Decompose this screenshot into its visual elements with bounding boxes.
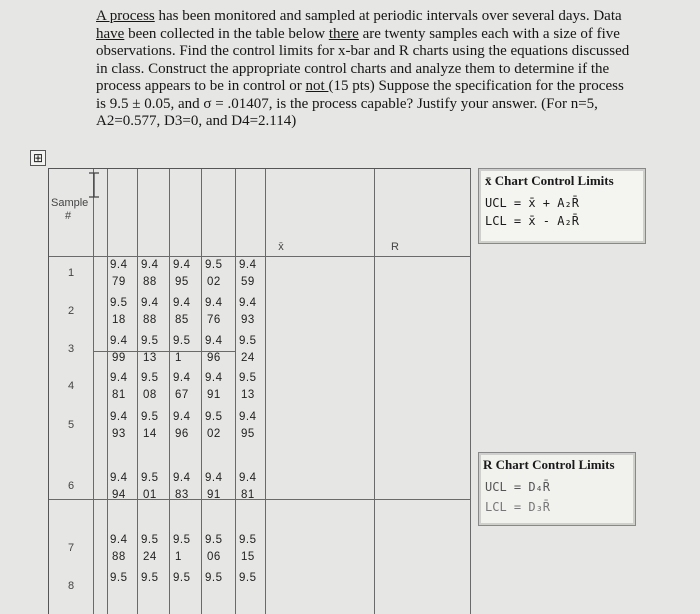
table-cell: 83	[175, 489, 189, 501]
table-cell: 9.5	[173, 572, 191, 584]
table-cell: 96	[207, 352, 221, 364]
table-cell: 9.5	[173, 534, 191, 546]
sample-number: 4	[67, 380, 75, 392]
sample-number: 6	[67, 480, 75, 492]
table-cell: 9.4	[173, 259, 191, 271]
table-cell: 9.4	[205, 335, 223, 347]
table-cell: 95	[241, 428, 255, 440]
table-cell: 15	[241, 551, 255, 563]
table-cell: 95	[175, 276, 189, 288]
table-cell: 79	[112, 276, 126, 288]
xbar-header: x̄	[278, 241, 284, 253]
table-cell: 9.4	[173, 297, 191, 309]
r-header: R	[391, 241, 399, 253]
table-cell: 9.5	[141, 335, 159, 347]
table-cell: 93	[112, 428, 126, 440]
table-cell: 14	[143, 428, 157, 440]
sample-header: Sample #	[51, 197, 89, 222]
table-cell: 02	[207, 428, 221, 440]
table-cell: 94	[112, 489, 126, 501]
table-cell: 24	[143, 551, 157, 563]
table-cell: 9.4	[110, 259, 128, 271]
table-cell: 9.5	[141, 411, 159, 423]
table-cell: 9.5	[110, 297, 128, 309]
question-line-2: have been collected in the table below there are twenty samples each with a size of five	[96, 25, 620, 42]
xbar-ucl: UCL = x̄ + A₂R̄	[485, 196, 579, 210]
sample-number: 1	[67, 267, 75, 279]
table-cell: 9.5	[239, 534, 257, 546]
table-cell: 24	[241, 352, 255, 364]
table-cell: 9.4	[239, 259, 257, 271]
table-cell: 67	[175, 389, 189, 401]
table-cell: 88	[143, 314, 157, 326]
text-cursor-icon	[87, 171, 101, 199]
table-cell: 1	[175, 352, 182, 364]
table-cell: 9.5	[141, 472, 159, 484]
xbar-limits-box	[478, 168, 646, 244]
table-cell: 99	[112, 352, 126, 364]
table-cell: 9.4	[205, 472, 223, 484]
question-line-1: A process has been monitored and sampled at periodic intervals over several days. Data	[96, 8, 622, 24]
table-cell: 9.4	[205, 297, 223, 309]
table-cell: 9.5	[239, 572, 257, 584]
question-line-4: in class. Construct the appropriate control charts and analyze them to determine if the	[96, 60, 610, 77]
table-move-handle-icon[interactable]: ⊞	[30, 150, 46, 166]
sample-number: 3	[67, 343, 75, 355]
table-cell: 88	[112, 551, 126, 563]
table-cell: 9.5	[141, 372, 159, 384]
table-cell: 9.4	[239, 472, 257, 484]
table-cell: 91	[207, 489, 221, 501]
table-cell: 08	[143, 389, 157, 401]
table-cell: 9.5	[205, 259, 223, 271]
table-cell: 18	[112, 314, 126, 326]
table-cell: 9.5	[141, 534, 159, 546]
xbar-limits-title: x̄ Chart Control Limits	[485, 173, 614, 188]
table-cell: 9.4	[239, 297, 257, 309]
sample-number: 2	[67, 305, 75, 317]
table-cell: 9.5	[173, 335, 191, 347]
r-ucl: UCL = D₄R̄	[485, 480, 551, 494]
table-cell: 9.4	[110, 411, 128, 423]
question-line-6: is 9.5 ± 0.05, and σ = .01407, is the process capable? Justify your answer. (For n=5,	[96, 95, 598, 112]
table-cell: 9.5	[239, 372, 257, 384]
table-cell: 81	[241, 489, 255, 501]
r-limits-title: R Chart Control Limits	[483, 457, 615, 472]
table-cell: 9.4	[110, 372, 128, 384]
table-cell: 9.4	[110, 534, 128, 546]
table-cell: 9.4	[141, 259, 159, 271]
table-cell: 9.5	[239, 335, 257, 347]
table-cell: 9.4	[110, 335, 128, 347]
table-cell: 9.4	[141, 297, 159, 309]
table-cell: 76	[207, 314, 221, 326]
table-cell: 9.5	[141, 572, 159, 584]
table-cell: 9.5	[205, 534, 223, 546]
r-lcl: LCL = D₃R̄	[485, 500, 551, 514]
question-line-5: process appears to be in control or not (15 pts) Suppose the specification for the process	[96, 78, 624, 94]
table-cell: 02	[207, 276, 221, 288]
table-cell: 9.4	[110, 472, 128, 484]
table-cell: 13	[143, 352, 157, 364]
r-limits-box	[478, 452, 636, 526]
table-cell: 13	[241, 389, 255, 401]
xbar-lcl: LCL = x̄ - A₂R̄	[485, 214, 579, 228]
sample-number: 7	[67, 542, 75, 554]
sample-number: 5	[67, 419, 75, 431]
table-cell: 91	[207, 389, 221, 401]
table-cell: 9.4	[205, 372, 223, 384]
table-cell: 9.5	[205, 411, 223, 423]
question-line-7: A2=0.577, D3=0, and D4=2.114)	[96, 113, 297, 129]
table-cell: 9.4	[173, 411, 191, 423]
table-cell: 85	[175, 314, 189, 326]
sample-number: 8	[67, 580, 75, 592]
question-text	[96, 8, 671, 131]
table-cell: 1	[175, 551, 182, 563]
table-cell: 9.4	[173, 372, 191, 384]
table-cell: 9.5	[110, 572, 128, 584]
table-cell: 88	[143, 276, 157, 288]
table-cell: 9.4	[173, 472, 191, 484]
table-cell: 93	[241, 314, 255, 326]
table-cell: 96	[175, 428, 189, 440]
data-table	[48, 168, 471, 614]
table-cell: 06	[207, 551, 221, 563]
table-cell: 9.5	[205, 572, 223, 584]
table-cell: 81	[112, 389, 126, 401]
question-line-3: observations. Find the control limits for x-bar and R charts using the equations discussed	[96, 43, 630, 59]
table-cell: 59	[241, 276, 255, 288]
table-cell: 9.4	[239, 411, 257, 423]
table-cell: 01	[143, 489, 157, 501]
